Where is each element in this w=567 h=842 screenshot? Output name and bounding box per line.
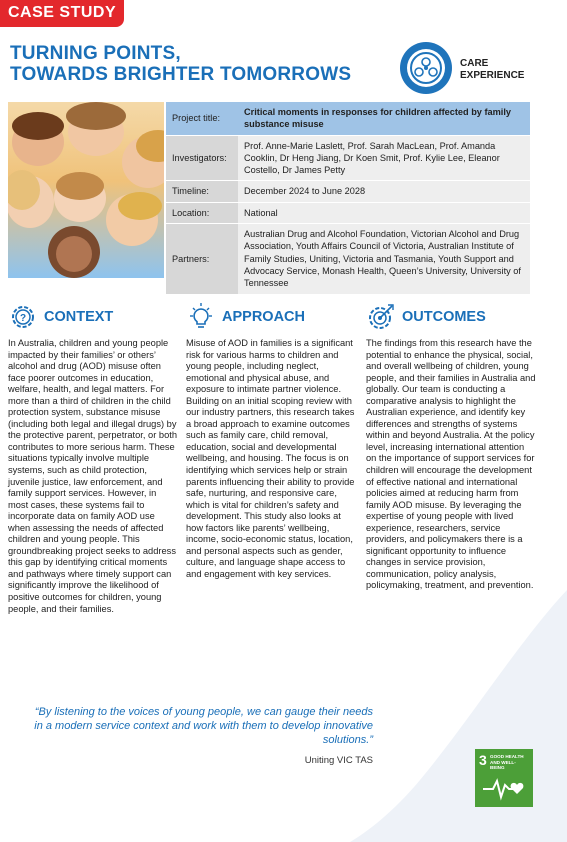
table-row bbox=[166, 135, 530, 181]
badge-label-line2: EXPERIENCE bbox=[460, 70, 525, 81]
care-faces-icon bbox=[400, 42, 452, 94]
outcomes-heading: OUTCOMES bbox=[402, 309, 486, 325]
target-gear-icon bbox=[366, 302, 396, 332]
row-value: December 2024 to June 2028 bbox=[238, 181, 530, 202]
row-label: Investigators: bbox=[166, 135, 238, 181]
page-title bbox=[10, 43, 351, 85]
row-label: Partners: bbox=[166, 224, 238, 294]
sdg-label: GOOD HEALTH AND WELL-BEING bbox=[490, 754, 524, 770]
heartbeat-heart-icon bbox=[475, 749, 533, 807]
quote-attribution: Uniting VIC TAS bbox=[304, 755, 373, 766]
children-photo bbox=[8, 102, 164, 278]
outcomes-section bbox=[366, 300, 536, 592]
row-label: Timeline: bbox=[166, 181, 238, 202]
row-label: Location: bbox=[166, 202, 238, 223]
row-value: Prof. Anne-Marie Laslett, Prof. Sarah MacLean, Prof. Amanda Cooklin, Dr Heng Jiang, Dr Koen Smit, Prof. Kylie Lee, Eleanor Costello, Dr James Petty bbox=[238, 135, 530, 181]
row-value: Critical moments in responses for children affected by family substance misuse bbox=[238, 102, 530, 135]
table-row bbox=[166, 102, 530, 135]
context-body: In Australia, children and young people impacted by their families’ or others’ alcohol and drug (AOD) misuse often face poorer outcomes in education, welfare, health, and legal matters. For more than a third of children in the child protection system, substance misuse (including both legal and illegal drugs) by the protective parent, perpetrator, or both contributes to more serious harm. These situations typically involve multiple systems, such as child protection, juvenile justice, law enforcement, and family support services. However, in most cases, these systems fail to incorporate data on family AOD use when assessing the needs of affected children and young people. This groundbreaking project seeks to address this gap by identifying critical moments and pathways where timely support can significantly improve the likelihood of positive outcomes for children, young people, and their families. bbox=[8, 338, 177, 614]
case-study-label: CASE STUDY bbox=[8, 4, 117, 21]
sdg-3-badge bbox=[475, 749, 533, 807]
approach-section bbox=[186, 300, 356, 580]
question-gear-icon bbox=[8, 302, 38, 332]
row-value: National bbox=[238, 202, 530, 223]
approach-body: Misuse of AOD in families is a significant risk for various harms to children and young people, including neglect, emotional and physical abuse, and exposure to intimate partner violence. Building on an initial scoping review with our industry partners, this research takes a broad approach to examine outcomes such as family care, child removal, education, social and developmental wellbeing, and housing. The focus is on identifying which services help or strain parents influencing their ability to provide safe, nurturing, and responsive care, which is vital for children’s safety and development. This study also looks at how factors like parents’ wellbeing, income, socio-economic status, location, and personal aspects such as gender, culture, and language shape access to and engagement with key services. bbox=[186, 338, 355, 579]
lightbulb-icon bbox=[186, 302, 216, 332]
title-line-2: TOWARDS BRIGHTER TOMORROWS bbox=[10, 64, 352, 85]
sdg-number: 3 bbox=[479, 752, 487, 768]
badge-label-line1: CARE bbox=[460, 58, 489, 69]
approach-heading: APPROACH bbox=[222, 309, 305, 325]
badge-label bbox=[460, 58, 524, 82]
care-experience-badge bbox=[400, 42, 452, 94]
title-line-1: TURNING POINTS, bbox=[10, 43, 181, 64]
table-row bbox=[166, 181, 530, 202]
svg-text:?: ? bbox=[19, 313, 27, 324]
outcomes-body: The findings from this research have the potential to enhance the physical, social, and overall wellbeing of children, young people, and their families in Australia and globally. Our team is conducting a comparative analysis to highlight the Australian experience, and identify key differences and strengths of systems within and beyond Australia. At the policy level, increasing international attention on the importance of support services for children will encourage the development of effective national and international policies aimed at reducing harm from family AOD misuse. By leveraging the expertise of young people with lived experience, researchers, service providers, and policymakers there is a significant opportunity to influence changes in service provision, communication, policy analysis, policymaking, treatment, and prevention. bbox=[366, 338, 536, 591]
context-heading: CONTEXT bbox=[44, 309, 114, 325]
context-section bbox=[8, 300, 178, 615]
row-value: Australian Drug and Alcohol Foundation, Victorian Alcohol and Drug Association, Youth Affairs Council of Victoria, Australian Institute of Family Studies, Uniting, Victoria and Tasmania, Youth Support and Advocacy Service, Monash Health, Queen’s University, University of Tennessee bbox=[238, 224, 530, 294]
table-row bbox=[166, 202, 530, 223]
case-study-tab bbox=[0, 0, 124, 27]
project-info-table bbox=[166, 102, 530, 295]
row-label: Project title: bbox=[166, 102, 238, 135]
table-row bbox=[166, 224, 530, 294]
pull-quote: “By listening to the voices of young people, we can gauge their needs in a modern service context and work with them to develop innovative solutions.” bbox=[34, 706, 373, 746]
